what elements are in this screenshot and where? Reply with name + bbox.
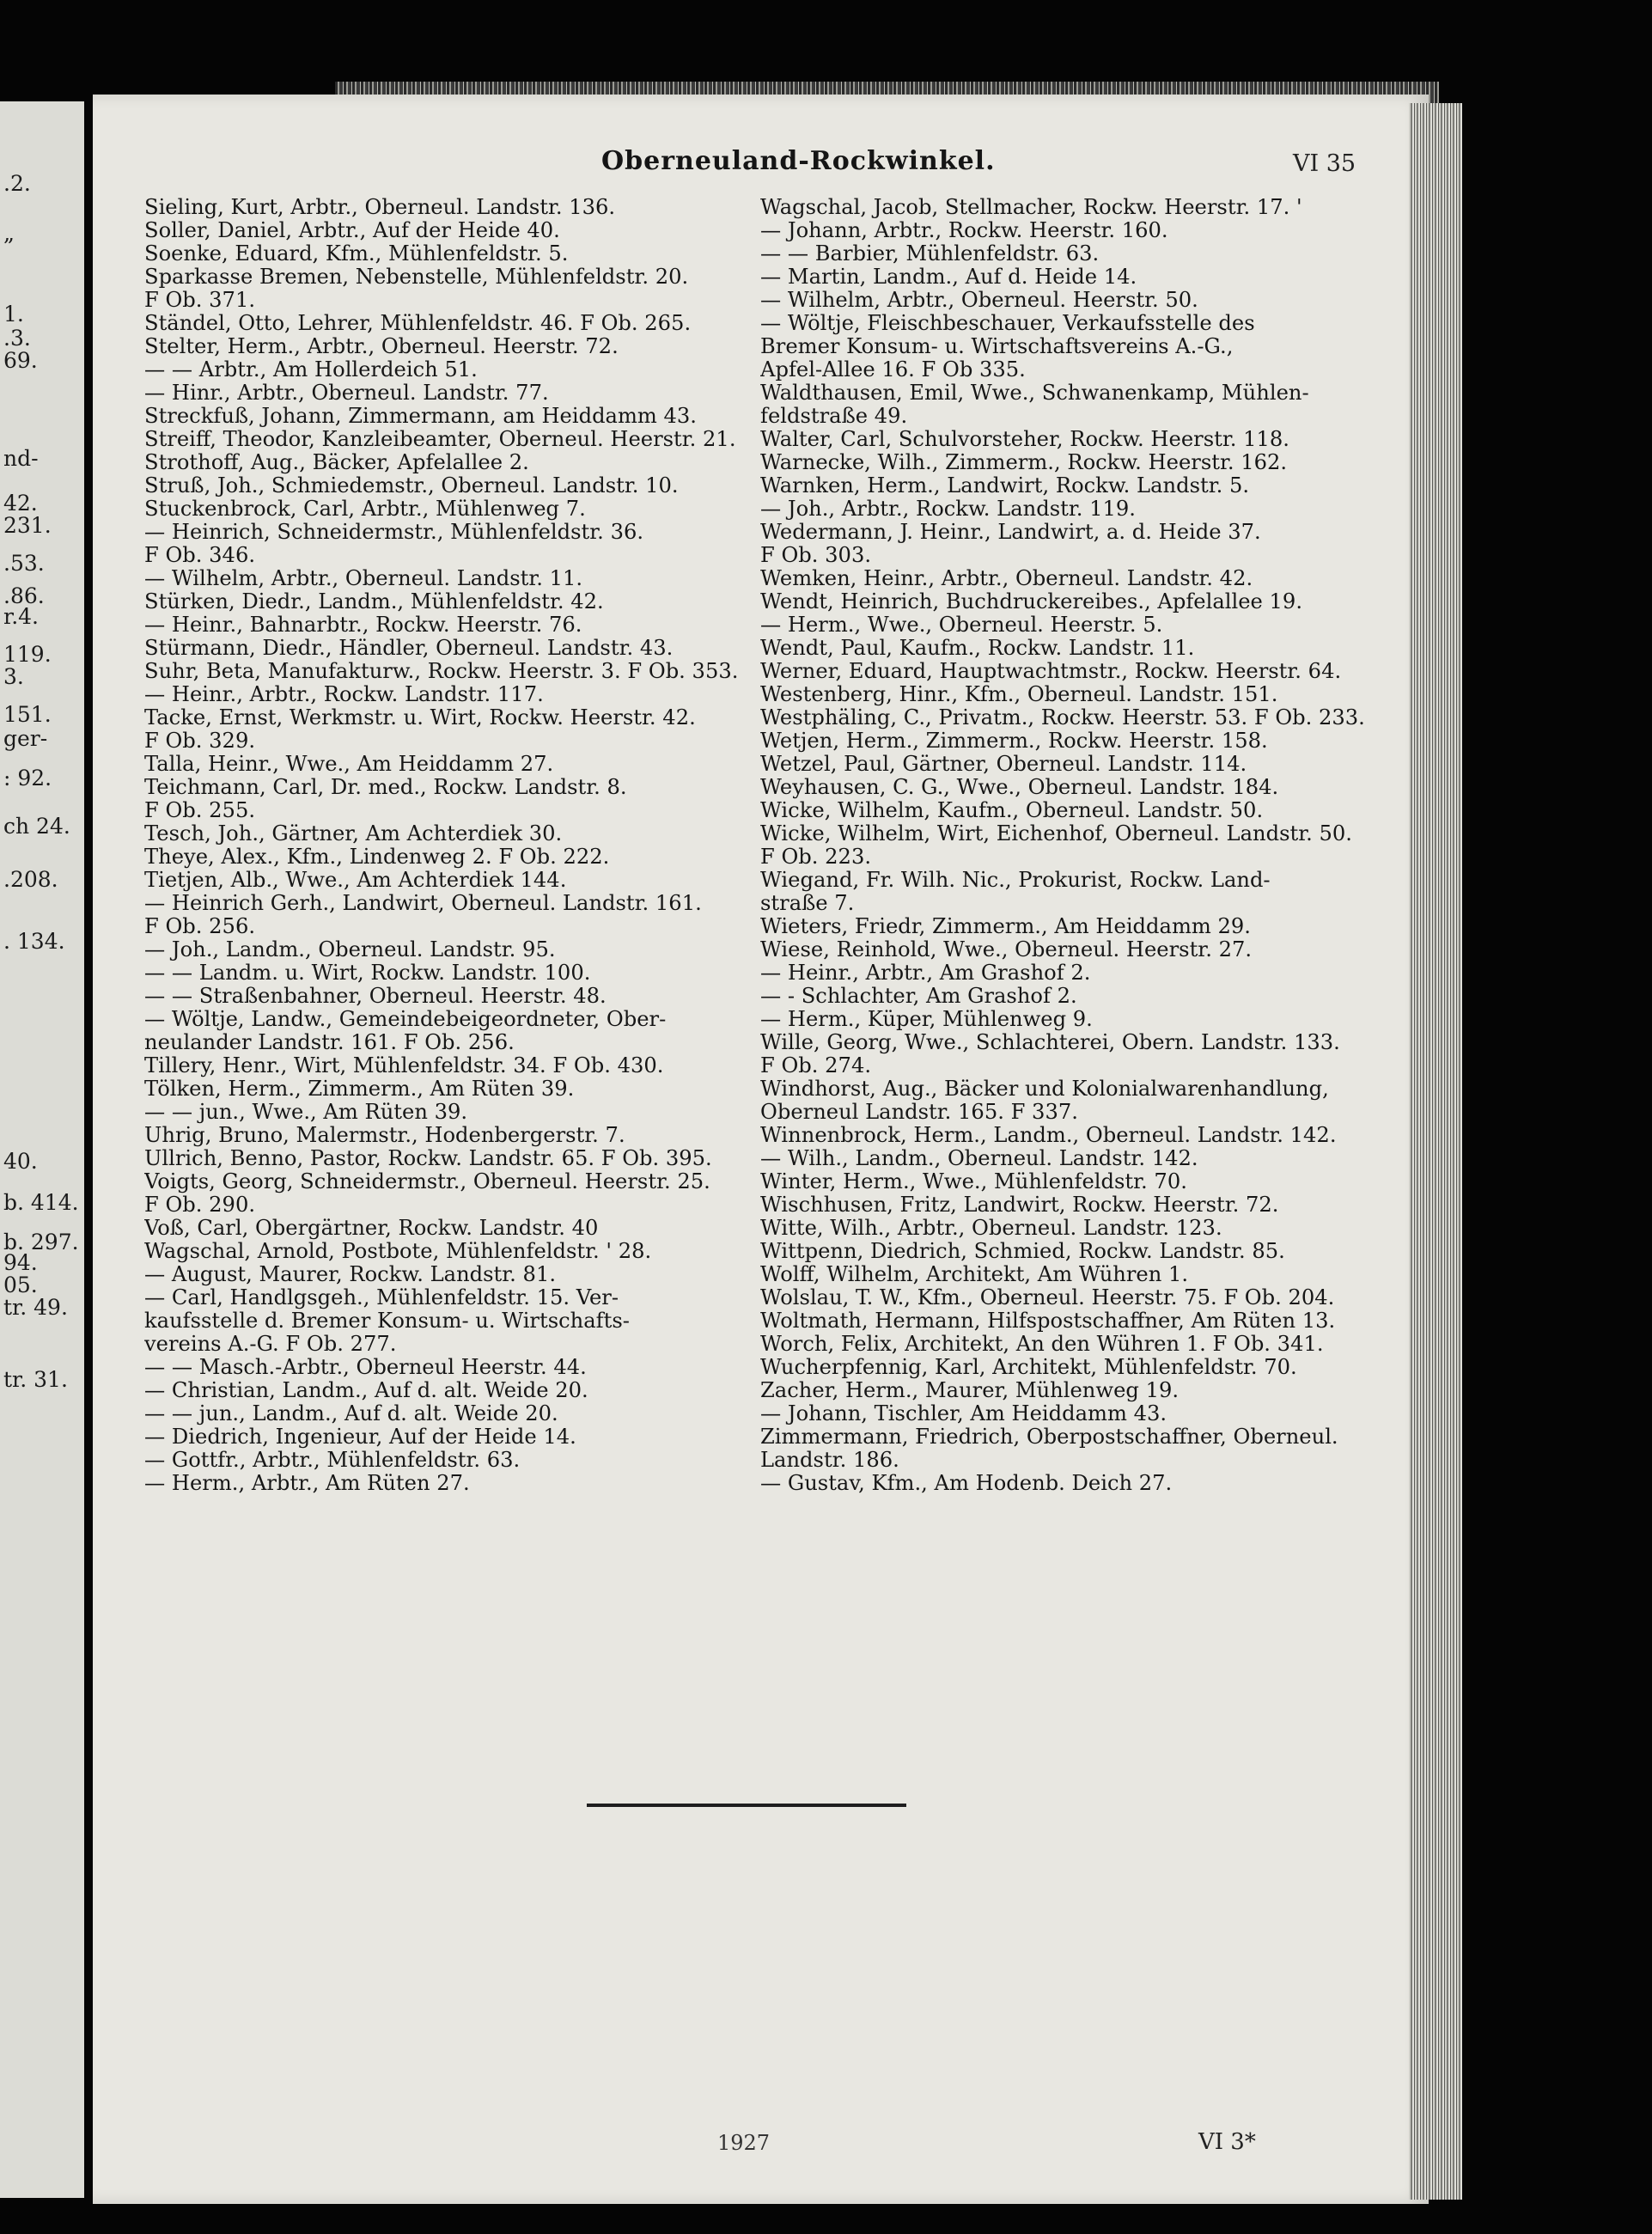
directory-entry: Theye, Alex., Kfm., Lindenweg 2. F Ob. 222. <box>144 845 610 869</box>
directory-entry: — — Barbier, Mühlenfeldstr. 63. <box>760 242 1100 266</box>
left-column <box>144 196 746 1495</box>
directory-entry: Wetjen, Herm., Zimmerm., Rockw. Heerstr. 158. <box>760 729 1268 753</box>
facing-page-fragment: r.4. <box>3 604 40 629</box>
directory-entry: — Gustav, Kfm., Am Hodenb. Deich 27. <box>760 1472 1173 1495</box>
directory-entry: Suhr, Beta, Manufakturw., Rockw. Heerstr. 3. F Ob. 353. <box>144 660 739 683</box>
directory-entry: Wolff, Wilhelm, Architekt, Am Wühren 1. <box>760 1263 1189 1286</box>
facing-page-fragment: .53. <box>3 551 45 576</box>
facing-page-fragment: 69. <box>3 348 38 373</box>
facing-page-fragment: 05. <box>3 1273 38 1297</box>
directory-entry: Oberneul Landstr. 165. F 337. <box>760 1101 1078 1124</box>
directory-entry: Winter, Herm., Wwe., Mühlenfeldstr. 70. <box>760 1170 1187 1193</box>
directory-entry: — Christian, Landm., Auf d. alt. Weide 20. <box>144 1379 588 1402</box>
footer-signature: VI 3* <box>1198 2129 1256 2155</box>
directory-entry: vereins A.-G. F Ob. 277. <box>144 1333 397 1356</box>
facing-page-fragment: .2. <box>3 171 31 196</box>
facing-page-fragment: b. 297. <box>3 1230 79 1254</box>
directory-entry: — Carl, Handlgsgeh., Mühlenfeldstr. 15. Ver- <box>144 1286 619 1309</box>
directory-entry: Tölken, Herm., Zimmerm., Am Rüten 39. <box>144 1077 575 1101</box>
directory-entry: — Heinr., Arbtr., Rockw. Landstr. 117. <box>144 683 544 706</box>
directory-entry: feldstraße 49. <box>760 405 908 428</box>
facing-page-fragment: 94. <box>3 1250 38 1275</box>
directory-entry: straße 7. <box>760 892 855 915</box>
directory-entry: — Wilh., Landm., Oberneul. Landstr. 142. <box>760 1147 1198 1170</box>
directory-entry: F Ob. 303. <box>760 544 872 567</box>
right-column <box>760 196 1366 1495</box>
directory-entry: Tacke, Ernst, Werkmstr. u. Wirt, Rockw. Heerstr. 42. <box>144 706 696 729</box>
directory-entry: Wetzel, Paul, Gärtner, Oberneul. Landstr. 114. <box>760 753 1247 776</box>
directory-entry: Westenberg, Hinr., Kfm., Oberneul. Landstr. 151. <box>760 683 1278 706</box>
facing-page-fragment: .3. <box>3 326 31 351</box>
directory-entry: — Diedrich, Ingenieur, Auf der Heide 14. <box>144 1425 576 1449</box>
directory-entry: Wedermann, J. Heinr., Landwirt, a. d. Heide 37. <box>760 521 1261 544</box>
directory-entry: Landstr. 186. <box>760 1449 899 1472</box>
directory-entry: — Herm., Arbtr., Am Rüten 27. <box>144 1472 470 1495</box>
directory-entry: kaufsstelle d. Bremer Konsum- u. Wirtschafts- <box>144 1309 630 1333</box>
directory-entry: Winnenbrock, Herm., Landm., Oberneul. Landstr. 142. <box>760 1124 1337 1147</box>
directory-entry: Strothoff, Aug., Bäcker, Apfelallee 2. <box>144 451 529 474</box>
directory-entry: F Ob. 255. <box>144 799 256 822</box>
directory-entry: — Heinr., Arbtr., Am Grashof 2. <box>760 961 1091 985</box>
directory-entry: Werner, Eduard, Hauptwachtmstr., Rockw. Heerstr. 64. <box>760 660 1342 683</box>
directory-entry: Sieling, Kurt, Arbtr., Oberneul. Landstr. 136. <box>144 196 616 219</box>
directory-entry: Talla, Heinr., Wwe., Am Heiddamm 27. <box>144 753 554 776</box>
directory-entry: Waldthausen, Emil, Wwe., Schwanenkamp, Mühlen- <box>760 381 1309 405</box>
directory-entry: F Ob. 329. <box>144 729 256 753</box>
directory-entry: — — Straßenbahner, Oberneul. Heerstr. 48. <box>144 985 607 1008</box>
directory-entry: Wicke, Wilhelm, Wirt, Eichenhof, Oberneul. Landstr. 50. <box>760 822 1352 845</box>
directory-entry: — Heinr., Bahnarbtr., Rockw. Heerstr. 76. <box>144 613 582 637</box>
directory-entry: Witte, Wilh., Arbtr., Oberneul. Landstr. 123. <box>760 1217 1222 1240</box>
directory-entry: — — Masch.-Arbtr., Oberneul Heerstr. 44. <box>144 1356 587 1379</box>
directory-entry: Warnken, Herm., Landwirt, Rockw. Landstr. 5. <box>760 474 1250 497</box>
directory-entry: — Heinrich Gerh., Landwirt, Oberneul. Landstr. 161. <box>144 892 702 915</box>
facing-page-fragment: 42. <box>3 491 38 516</box>
directory-entry: Tesch, Joh., Gärtner, Am Achterdiek 30. <box>144 822 563 845</box>
book-page-stack-edge <box>1409 103 1462 2200</box>
directory-entry: — Johann, Tischler, Am Heiddamm 43. <box>760 1402 1167 1425</box>
facing-page-fragment: .86. <box>3 583 45 608</box>
facing-page-fragment: nd- <box>3 446 39 471</box>
directory-entry: — — jun., Landm., Auf d. alt. Weide 20. <box>144 1402 558 1425</box>
directory-entry: Tietjen, Alb., Wwe., Am Achterdiek 144. <box>144 869 567 892</box>
directory-entry: F Ob. 223. <box>760 845 872 869</box>
directory-entry: — Gottfr., Arbtr., Mühlenfeldstr. 63. <box>144 1449 521 1472</box>
directory-entry: — Wilhelm, Arbtr., Oberneul. Heerstr. 50. <box>760 289 1198 312</box>
directory-entry: — Wöltje, Landw., Gemeindebeigeordneter, Ober- <box>144 1008 667 1031</box>
directory-entry: F Ob. 256. <box>144 915 256 938</box>
directory-entry: Wagschal, Arnold, Postbote, Mühlenfeldstr. ' 28. <box>144 1240 652 1263</box>
facing-page-fragment: 3. <box>3 664 24 689</box>
facing-page-fragment: .208. <box>3 867 58 892</box>
directory-entry: Voigts, Georg, Schneidermstr., Oberneul. Heerstr. 25. <box>144 1170 710 1193</box>
facing-page-fragment: 151. <box>3 702 52 727</box>
directory-entry: Ständel, Otto, Lehrer, Mühlenfeldstr. 46. F Ob. 265. <box>144 312 692 335</box>
directory-entry: Worch, Felix, Architekt, An den Wühren 1. F Ob. 341. <box>760 1333 1324 1356</box>
directory-entry: Voß, Carl, Obergärtner, Rockw. Landstr. 40 <box>144 1217 599 1240</box>
directory-entry: — — Landm. u. Wirt, Rockw. Landstr. 100. <box>144 961 591 985</box>
facing-page-fragment: tr. 31. <box>3 1367 68 1392</box>
directory-entry: Zacher, Herm., Maurer, Mühlenweg 19. <box>760 1379 1180 1402</box>
directory-entry: — Joh., Arbtr., Rockw. Landstr. 119. <box>760 497 1136 521</box>
directory-entry: F Ob. 274. <box>760 1054 872 1077</box>
directory-entry: — August, Maurer, Rockw. Landstr. 81. <box>144 1263 557 1286</box>
directory-entry: Wittpenn, Diedrich, Schmied, Rockw. Landstr. 85. <box>760 1240 1285 1263</box>
directory-entry: Wendt, Heinrich, Buchdruckereibes., Apfelallee 19. <box>760 590 1303 613</box>
directory-entry: Ullrich, Benno, Pastor, Rockw. Landstr. 65. F Ob. 395. <box>144 1147 712 1170</box>
directory-entry: Tillery, Henr., Wirt, Mühlenfeldstr. 34. F Ob. 430. <box>144 1054 664 1077</box>
facing-page-fragment: 1. <box>3 302 24 327</box>
directory-entry: Wagschal, Jacob, Stellmacher, Rockw. Heerstr. 17. ' <box>760 196 1302 219</box>
directory-entry: Wischhusen, Fritz, Landwirt, Rockw. Heerstr. 72. <box>760 1193 1279 1217</box>
directory-entry: — Hinr., Arbtr., Oberneul. Landstr. 77. <box>144 381 549 405</box>
facing-page-fragment: ger- <box>3 726 48 751</box>
directory-entry: Stürken, Diedr., Landm., Mühlenfeldstr. 42. <box>144 590 604 613</box>
directory-entry: Streiff, Theodor, Kanzleibeamter, Oberneul. Heerstr. 21. <box>144 428 736 451</box>
directory-entry: F Ob. 290. <box>144 1193 256 1217</box>
directory-entry: Warnecke, Wilh., Zimmerm., Rockw. Heerstr. 162. <box>760 451 1288 474</box>
directory-entry: Soenke, Eduard, Kfm., Mühlenfeldstr. 5. <box>144 242 569 266</box>
directory-entry: Wiese, Reinhold, Wwe., Oberneul. Heerstr. 27. <box>760 938 1253 961</box>
directory-entry: neulander Landstr. 161. F Ob. 256. <box>144 1031 515 1054</box>
facing-page-fragment: „ <box>3 221 15 246</box>
facing-page-fragment: ch 24. <box>3 814 70 839</box>
directory-entry: Wemken, Heinr., Arbtr., Oberneul. Landstr. 42. <box>760 567 1253 590</box>
directory-entry: Wendt, Paul, Kaufm., Rockw. Landstr. 11. <box>760 637 1195 660</box>
directory-entry: Bremer Konsum- u. Wirtschaftsvereins A.-G., <box>760 335 1234 358</box>
directory-entry: — — jun., Wwe., Am Rüten 39. <box>144 1101 468 1124</box>
directory-entry: F Ob. 346. <box>144 544 256 567</box>
facing-page-fragment: 231. <box>3 513 52 538</box>
facing-page-fragment: . 134. <box>3 929 65 954</box>
directory-entry: Streckfuß, Johann, Zimmermann, am Heiddamm 43. <box>144 405 698 428</box>
directory-entry: F Ob. 371. <box>144 289 256 312</box>
directory-entry: Windhorst, Aug., Bäcker und Kolonialwarenhandlung, <box>760 1077 1329 1101</box>
directory-entry: — Martin, Landm., Auf d. Heide 14. <box>760 266 1137 289</box>
directory-entry: Weyhausen, C. G., Wwe., Oberneul. Landstr. 184. <box>760 776 1279 799</box>
directory-entry: Westphäling, C., Privatm., Rockw. Heerstr. 53. F Ob. 233. <box>760 706 1365 729</box>
directory-entry: Woltmath, Hermann, Hilfspostschaffner, Am Rüten 13. <box>760 1309 1336 1333</box>
directory-entry: Stuckenbrock, Carl, Arbtr., Mühlenweg 7. <box>144 497 586 521</box>
directory-entry: — Herm., Wwe., Oberneul. Heerstr. 5. <box>760 613 1163 637</box>
directory-entry: — Johann, Arbtr., Rockw. Heerstr. 160. <box>760 219 1168 242</box>
directory-entry: Stürmann, Diedr., Händler, Oberneul. Landstr. 43. <box>144 637 674 660</box>
directory-entry: Wille, Georg, Wwe., Schlachterei, Obern. Landstr. 133. <box>760 1031 1340 1054</box>
directory-entry: — Wöltje, Fleischbeschauer, Verkaufsstelle des <box>760 312 1255 335</box>
directory-entry: Sparkasse Bremen, Nebenstelle, Mühlenfeldstr. 20. <box>144 266 689 289</box>
directory-entry: — Joh., Landm., Oberneul. Landstr. 95. <box>144 938 556 961</box>
facing-page-fragment: 40. <box>3 1149 38 1174</box>
directory-entry: Struß, Joh., Schmiedemstr., Oberneul. Landstr. 10. <box>144 474 679 497</box>
directory-entry: Apfel-Allee 16. F Ob 335. <box>760 358 1026 381</box>
directory-entry: Teichmann, Carl, Dr. med., Rockw. Landstr. 8. <box>144 776 627 799</box>
footer-year: 1927 <box>717 2131 771 2155</box>
directory-entry: Walter, Carl, Schulvorsteher, Rockw. Heerstr. 118. <box>760 428 1289 451</box>
previous-page-edge <box>0 101 84 2198</box>
directory-entry: Soller, Daniel, Arbtr., Auf der Heide 40. <box>144 219 560 242</box>
directory-entry: Uhrig, Bruno, Malermstr., Hodenbergerstr. 7. <box>144 1124 625 1147</box>
facing-page-fragment: b. 414. <box>3 1190 79 1215</box>
directory-entry: — Wilhelm, Arbtr., Oberneul. Landstr. 11. <box>144 567 583 590</box>
facing-page-fragment: tr. 49. <box>3 1295 68 1320</box>
directory-entry: — Heinrich, Schneidermstr., Mühlenfeldstr. 36. <box>144 521 644 544</box>
directory-entry: — — Arbtr., Am Hollerdeich 51. <box>144 358 478 381</box>
directory-entry: Zimmermann, Friedrich, Oberpostschaffner, Oberneul. <box>760 1425 1338 1449</box>
end-rule <box>587 1804 906 1807</box>
directory-entry: Stelter, Herm., Arbtr., Oberneul. Heerstr. 72. <box>144 335 619 358</box>
directory-entry: Wicke, Wilhelm, Kaufm., Oberneul. Landstr. 50. <box>760 799 1264 822</box>
directory-entry: Wolslau, T. W., Kfm., Oberneul. Heerstr. 75. F Ob. 204. <box>760 1286 1335 1309</box>
page-title: Oberneuland-Rockwinkel. <box>601 146 996 176</box>
directory-entry: — - Schlachter, Am Grashof 2. <box>760 985 1077 1008</box>
directory-entry: Wiegand, Fr. Wilh. Nic., Prokurist, Rockw. Land- <box>760 869 1271 892</box>
facing-page-fragment: 119. <box>3 642 52 667</box>
page-reference: VI 35 <box>1293 150 1356 177</box>
directory-entry: Wucherpfennig, Karl, Architekt, Mühlenfeldstr. 70. <box>760 1356 1297 1379</box>
directory-entry: — Herm., Küper, Mühlenweg 9. <box>760 1008 1093 1031</box>
directory-entry: Wieters, Friedr, Zimmerm., Am Heiddamm 29. <box>760 915 1251 938</box>
facing-page-fragment: : 92. <box>3 766 52 790</box>
